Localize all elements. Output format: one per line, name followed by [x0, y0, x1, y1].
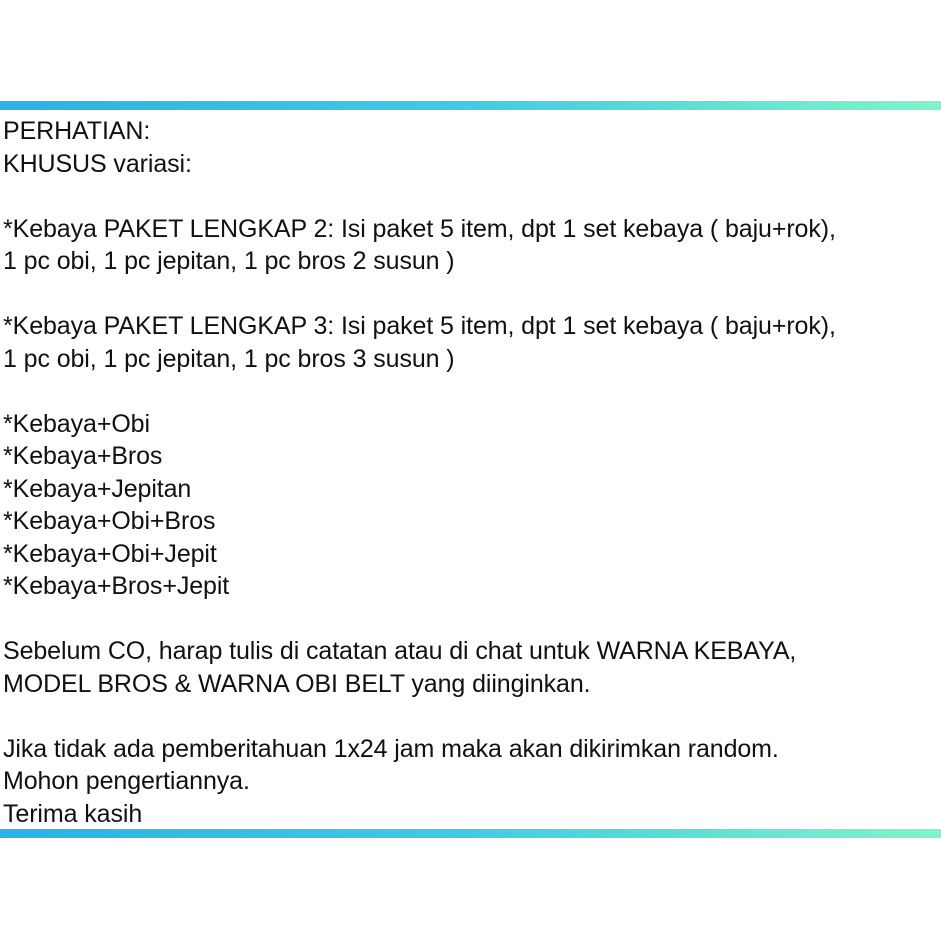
notice-text-block: [3, 115, 939, 830]
bottom-divider: [0, 829, 941, 838]
variant-item: *Kebaya+Obi+Jepit: [3, 539, 217, 568]
closing-line-3: Terima kasih: [3, 799, 143, 828]
top-divider: [0, 101, 941, 110]
package-3-line-2: 1 pc obi, 1 pc jepitan, 1 pc bros 3 susun ): [3, 344, 455, 373]
instruction-line-1: Sebelum CO, harap tulis di catatan atau di chat untuk WARNA KEBAYA,: [3, 637, 797, 665]
package-3-line-1: *Kebaya PAKET LENGKAP 3: Isi paket 5 item, dpt 1 set kebaya ( baju+rok),: [3, 312, 836, 340]
paragraph-gap: [3, 603, 939, 636]
variant-item: *Kebaya+Obi+Bros: [3, 507, 216, 535]
variant-item: *Kebaya+Obi: [3, 409, 150, 438]
notice-heading: PERHATIAN:: [3, 117, 151, 145]
paragraph-gap: [3, 180, 939, 213]
variant-item: *Kebaya+Bros: [3, 442, 163, 470]
package-2-line-2: 1 pc obi, 1 pc jepitan, 1 pc bros 2 susun ): [3, 247, 455, 275]
instruction-line-2: MODEL BROS & WARNA OBI BELT yang diinginkan.: [3, 669, 591, 698]
notice-subheading: KHUSUS variasi:: [3, 149, 192, 178]
closing-line-2: Mohon pengertiannya.: [3, 767, 250, 795]
variant-item: *Kebaya+Bros+Jepit: [3, 572, 230, 600]
paragraph-gap: [3, 700, 939, 733]
variant-item: *Kebaya+Jepitan: [3, 474, 192, 503]
paragraph-gap: [3, 375, 939, 408]
package-2-line-1: *Kebaya PAKET LENGKAP 2: Isi paket 5 item, dpt 1 set kebaya ( baju+rok),: [3, 214, 836, 243]
paragraph-gap: [3, 278, 939, 311]
closing-line-1: Jika tidak ada pemberitahuan 1x24 jam maka akan dikirimkan random.: [3, 734, 779, 763]
